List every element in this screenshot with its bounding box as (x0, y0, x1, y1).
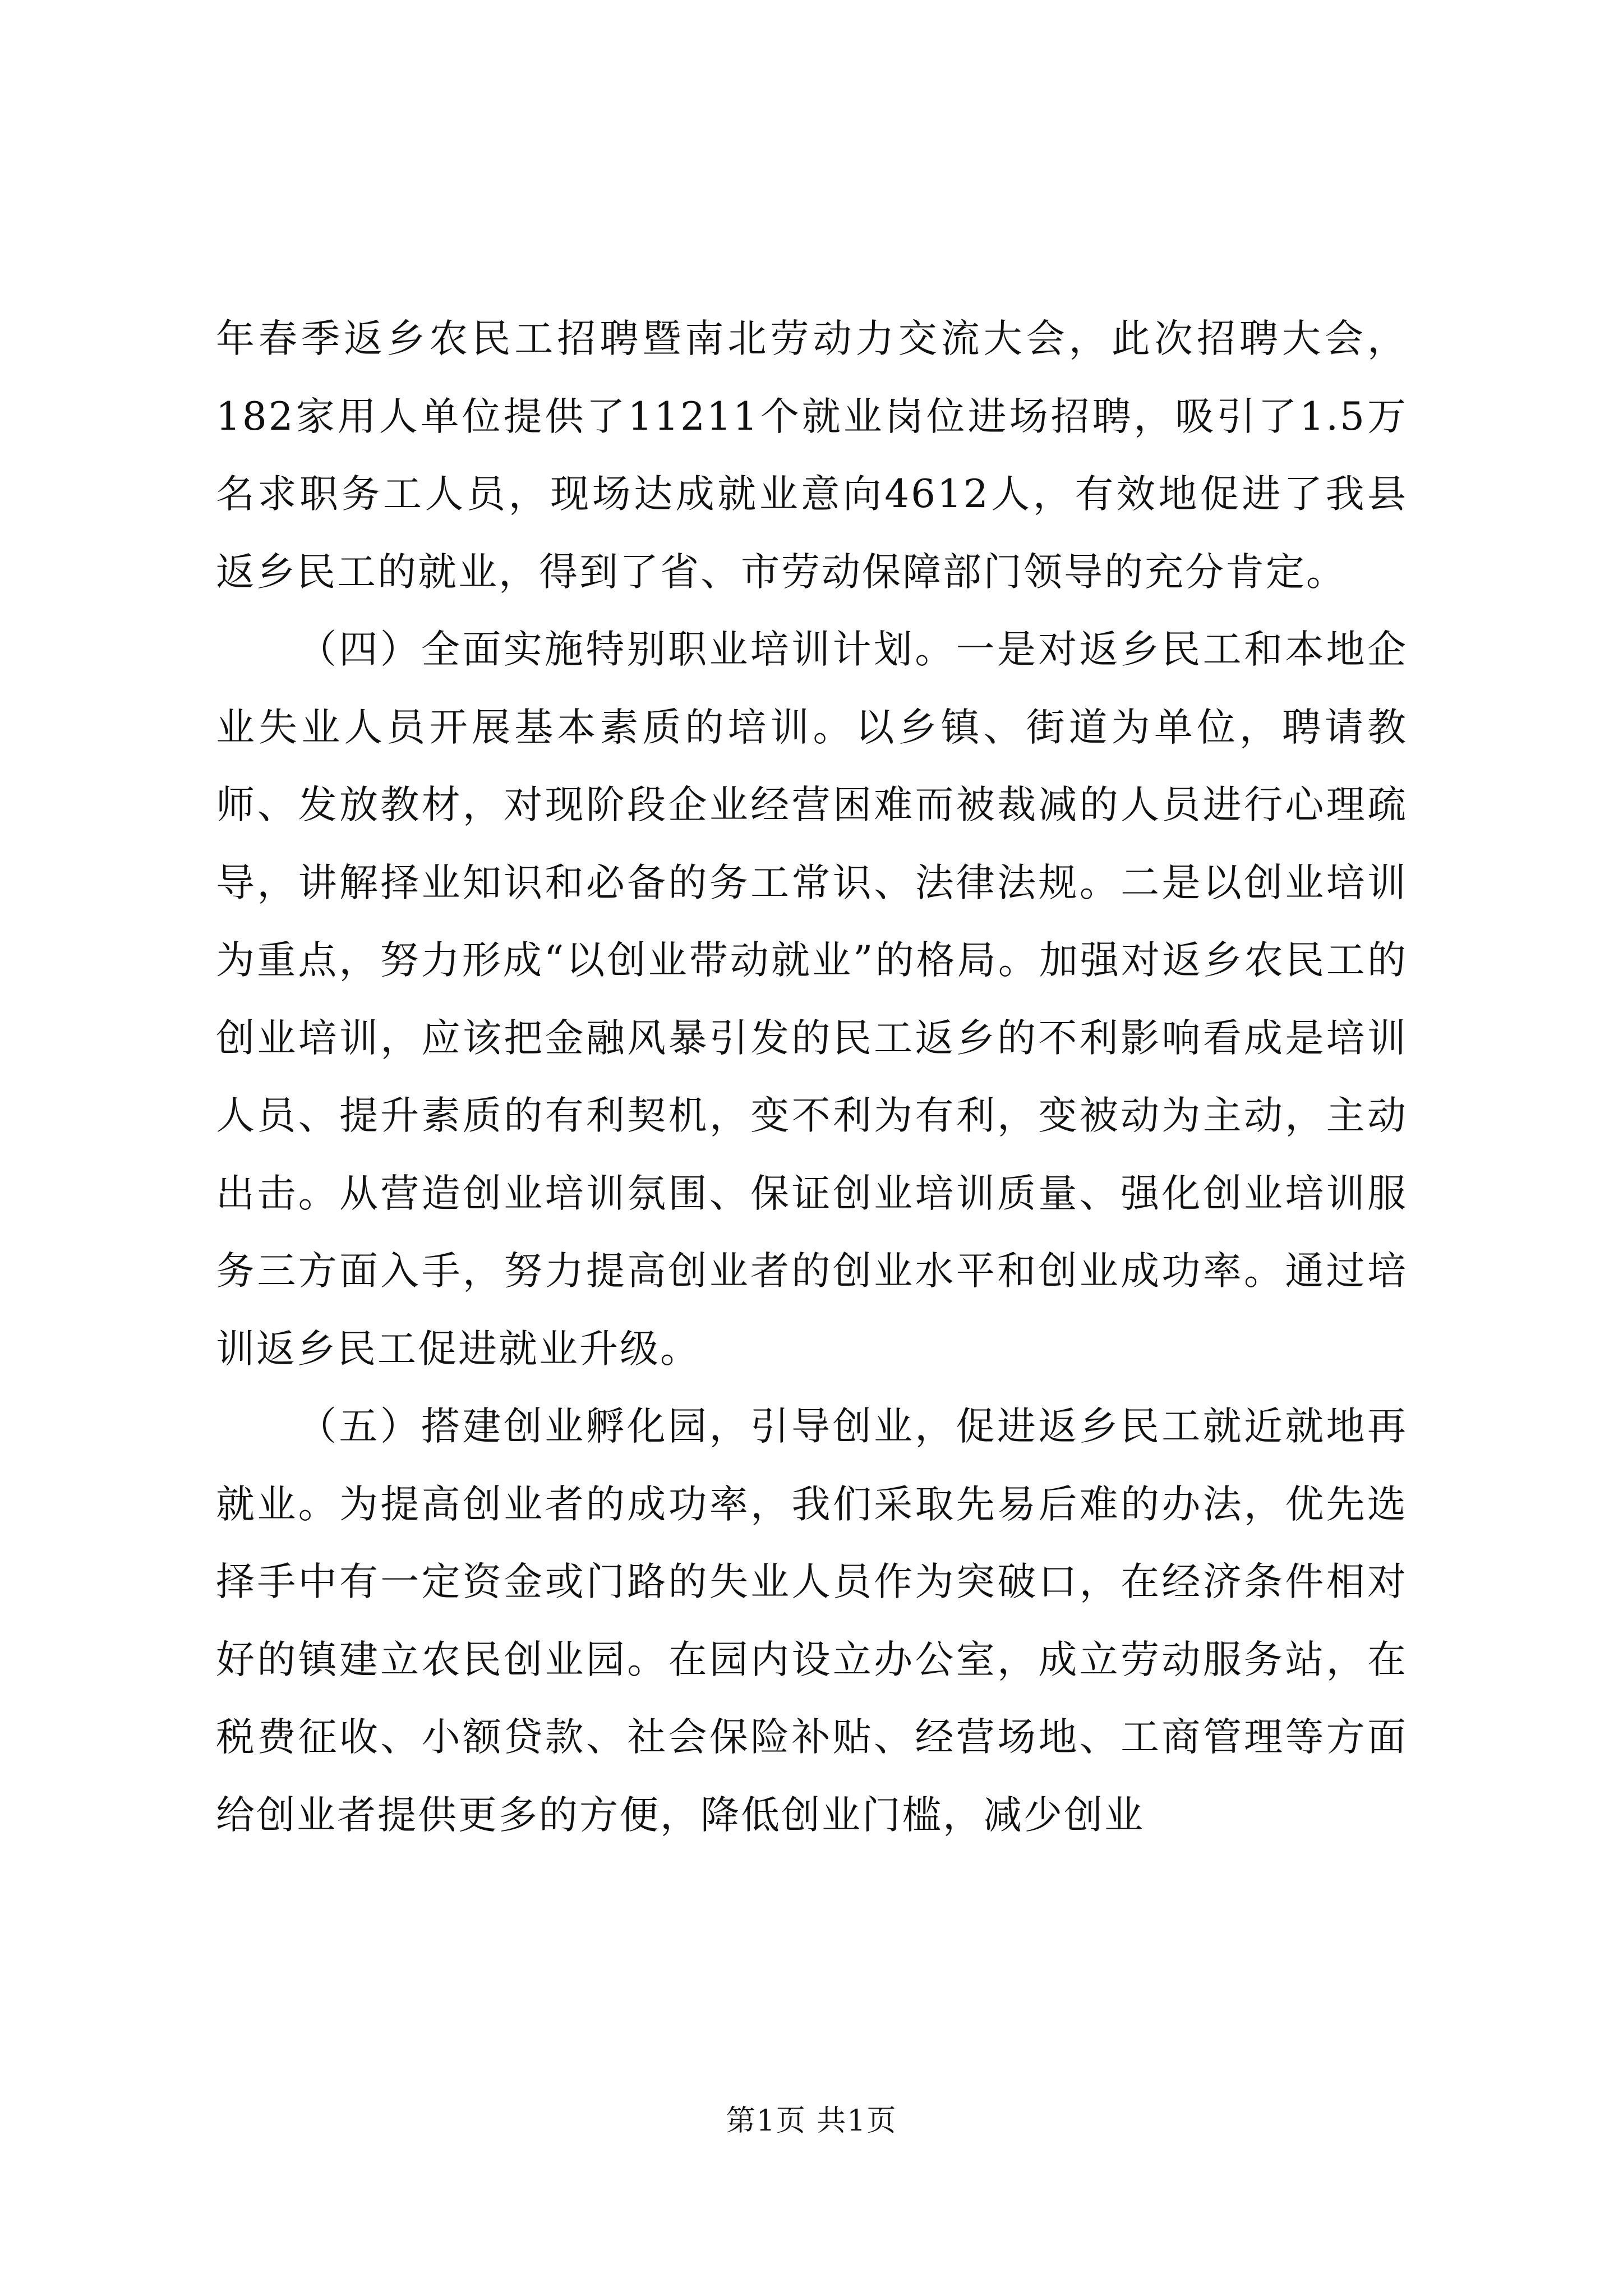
paragraph-recruitment-fair: 年春季返乡农民工招聘暨南北劳动力交流大会，此次招聘大会，182家用人单位提供了11211个就业岗位进场招聘，吸引了1.5万名求职务工人员，现场达成就业意向4612人，有效地促进了我县返乡民工的就业，得到了省、市劳动保障部门领导的充分肯定。 (216, 316, 1408, 595)
paragraph-startup-incubator: （五）搭建创业孵化园，引导创业，促进返乡民工就近就地再就业。为提高创业者的成功率，我们采取先易后难的办法，优先选择手中有一定资金或门路的失业人员作为突破口，在经济条件相对好的镇建立农民创业园。在园内设立办公室，成立劳动服务站，在税费征收、小额贷款、社会保险补贴、经营场地、工商管理等方面给创业者提供更多的方便，降低创业门槛，减少创业 (216, 1404, 1408, 1838)
page-footer: 第1页 共1页 (726, 2104, 897, 2138)
document-body (216, 300, 1408, 1854)
paragraph-vocational-training: （四）全面实施特别职业培训计划。一是对返乡民工和本地企业失业人员开展基本素质的培训。以乡镇、街道为单位，聘请教师、发放教材，对现阶段企业经营困难而被裁减的人员进行心理疏导，讲解择业知识和必备的务工常识、法律法规。二是以创业培训为重点，努力形成“以创业带动就业”的格局。加强对返乡农民工的创业培训，应该把金融风暴引发的民工返乡的不利影响看成是培训人员、提升素质的有利契机，变不利为有利，变被动为主动，主动出击。从营造创业培训氛围、保证创业培训质量、强化创业培训服务三方面入手，努力提高创业者的创业水平和创业成功率。通过培训返乡民工促进就业升级。 (216, 627, 1408, 1372)
